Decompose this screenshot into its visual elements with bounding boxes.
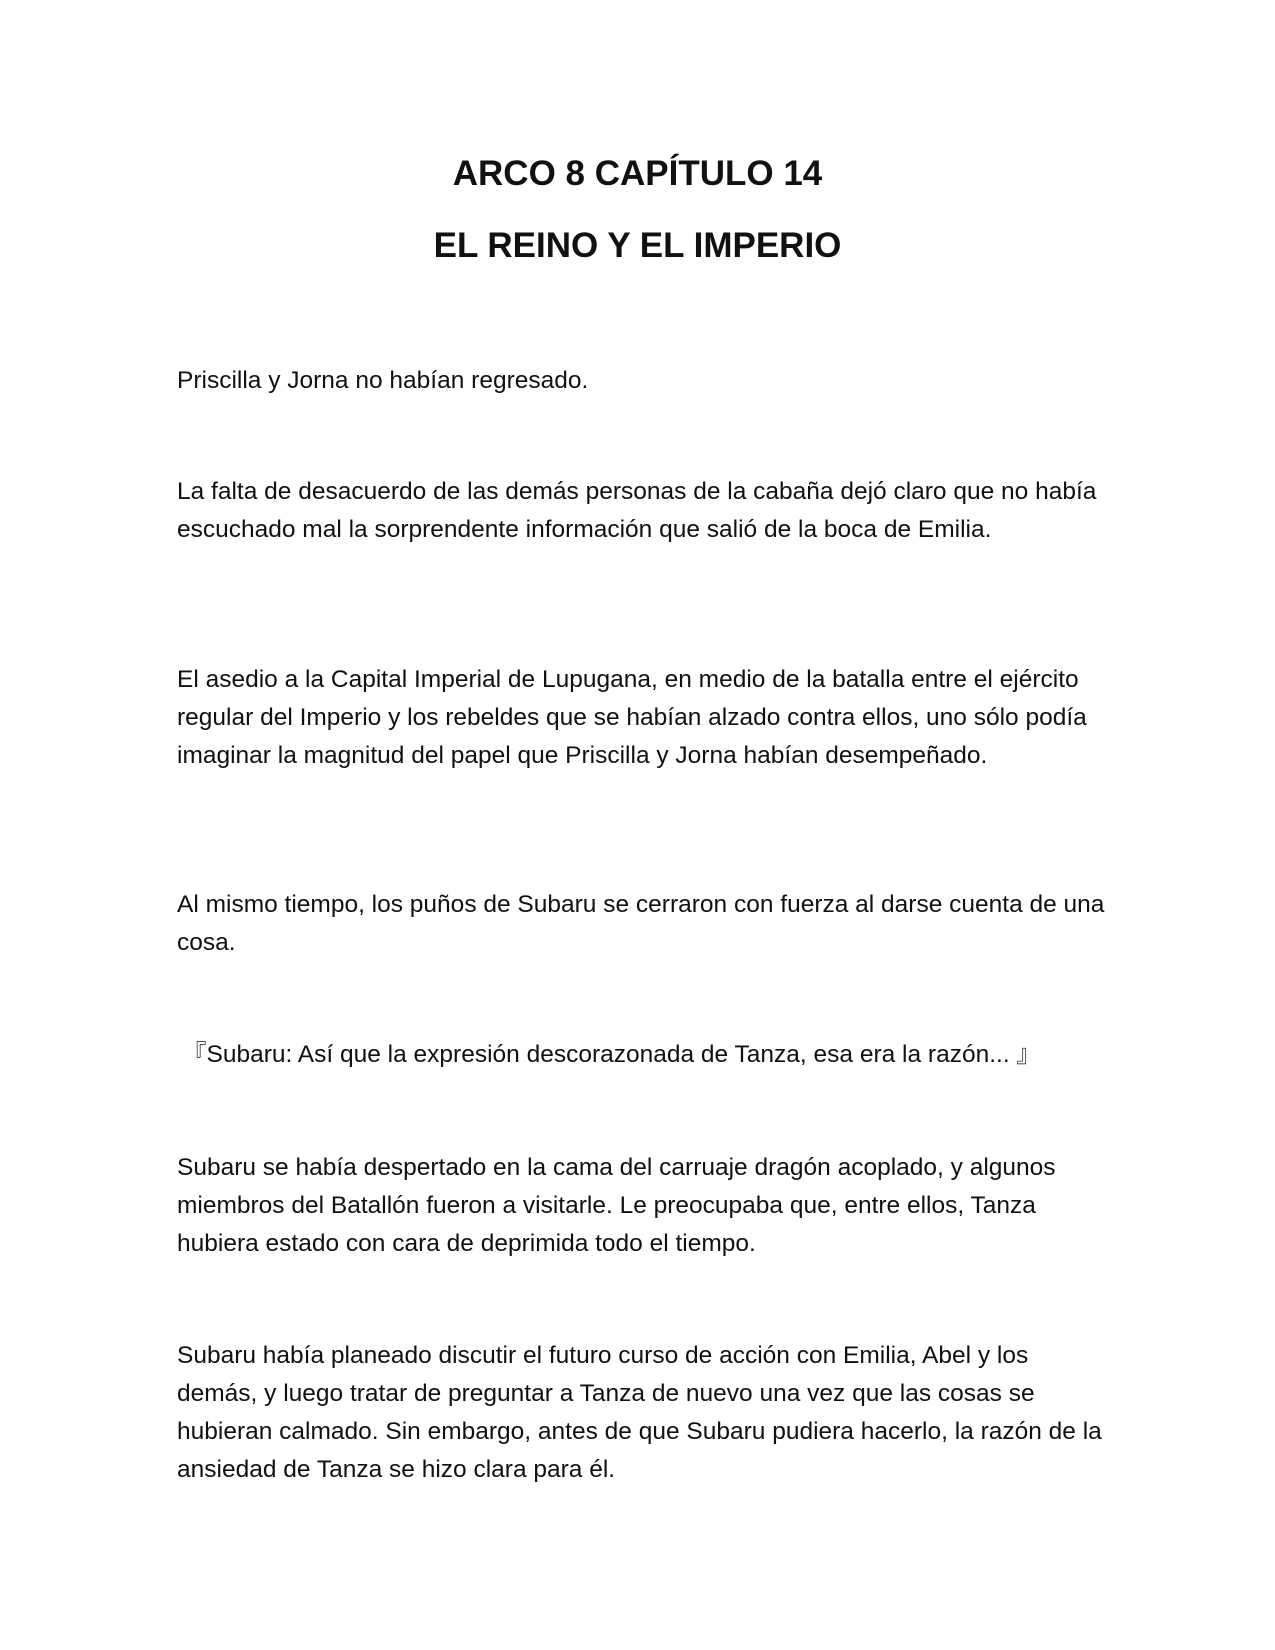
paragraph: Priscilla y Jorna no habían regresado. bbox=[177, 367, 589, 394]
paragraph: Subaru había planeado discutir el futuro curso de acción con Emilia, Abel y los demás, y luego tratar de preguntar a Tanza de nuevo una vez que las cosas se hubieran calmado. Sin embargo, antes de que Subaru pudiera hacerlo, la razón de la ansiedad de Tanza se hizo clara para él. bbox=[177, 1342, 1102, 1483]
paragraph: El asedio a la Capital Imperial de Lupugana, en medio de la batalla entre el ejército regular del Imperio y los rebeldes que se habían alzado contra ellos, uno sólo podía imaginar la magnitud del papel que Priscilla y Jorna habían desempeñado. bbox=[177, 666, 1087, 769]
chapter-subtitle: EL REINO Y EL IMPERIO bbox=[433, 226, 842, 265]
paragraph: La falta de desacuerdo de las demás personas de la cabaña dejó claro que no había escuchado mal la sorprendente información que salió de la boca de Emilia. bbox=[177, 478, 1097, 543]
dialogue-line: 『Subaru: Así que la expresión descorazonada de Tanza, esa era la razón... 』 bbox=[182, 1041, 1041, 1068]
chapter-title: ARCO 8 CAPÍTULO 14 bbox=[452, 154, 823, 193]
paragraph: Al mismo tiempo, los puños de Subaru se cerraron con fuerza al darse cuenta de una cosa. bbox=[177, 891, 1105, 956]
paragraph: Subaru se había despertado en la cama del carruaje dragón acoplado, y algunos miembros del Batallón fueron a visitarle. Le preocupaba que, entre ellos, Tanza hubiera estado con cara de deprimida todo el tiempo. bbox=[177, 1154, 1056, 1257]
